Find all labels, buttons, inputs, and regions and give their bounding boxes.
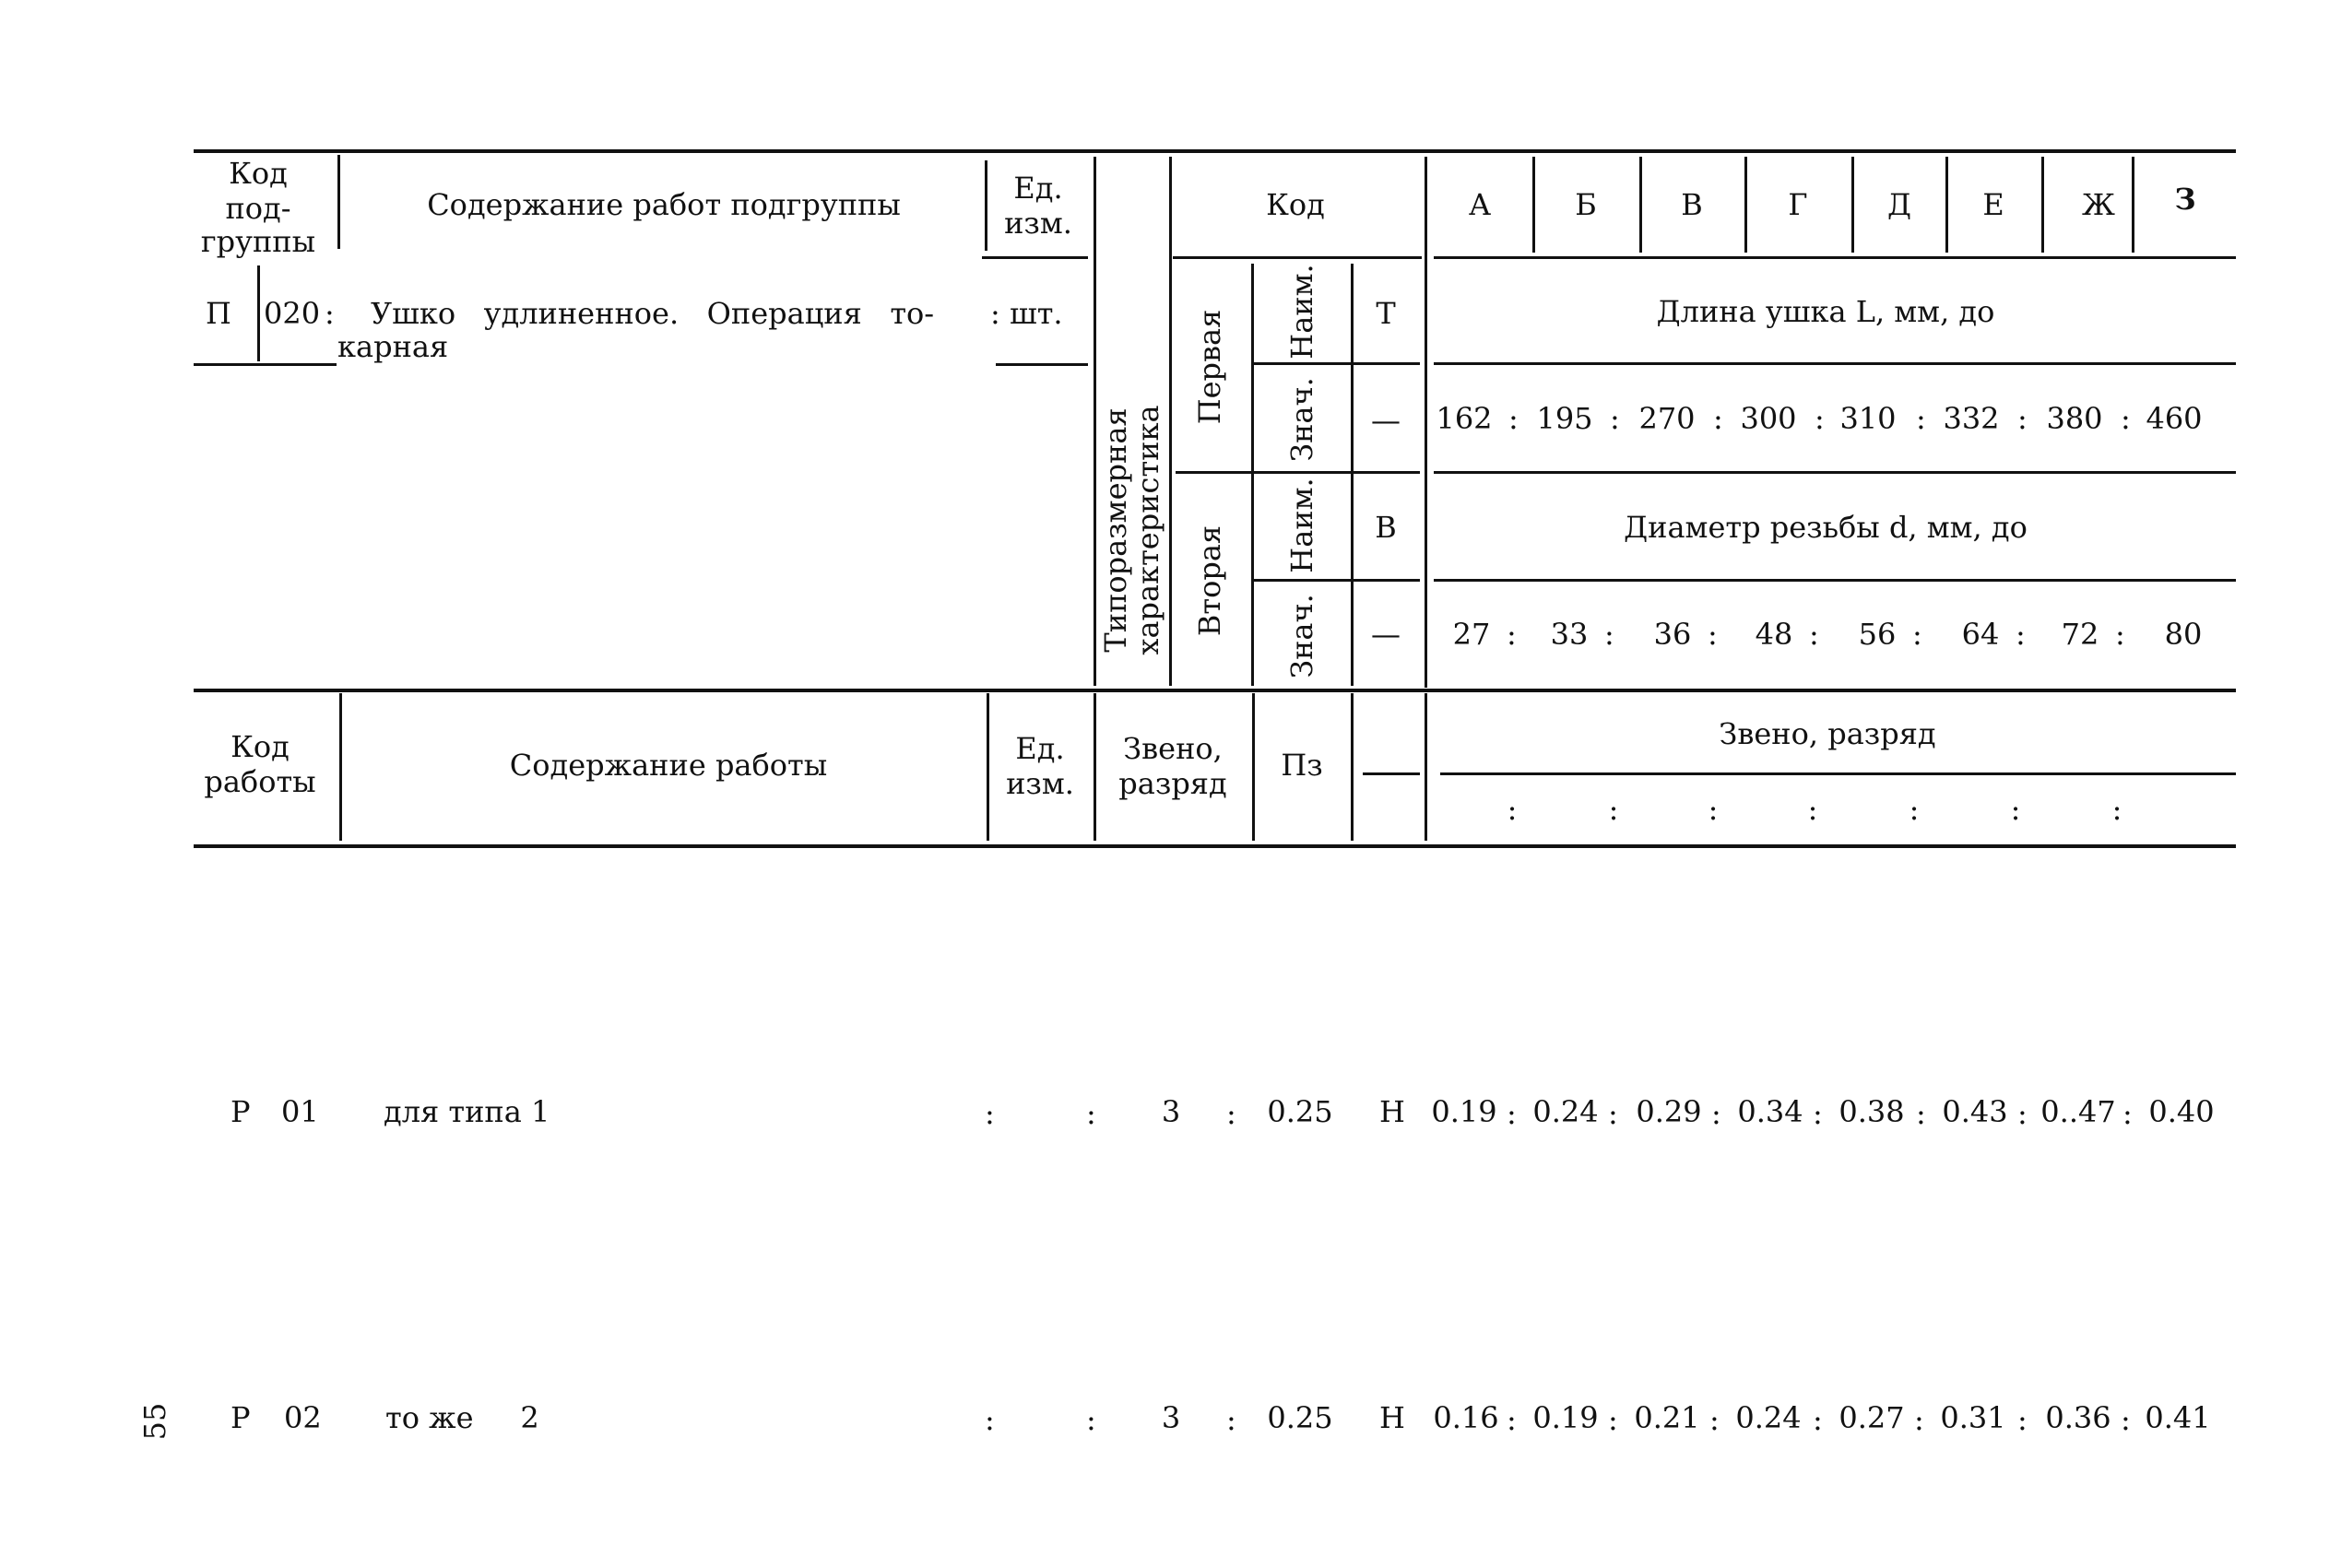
first-value-sep-4: :: [1815, 401, 1825, 436]
row2-vsep-5: :: [1914, 1402, 1924, 1437]
vline-col-3: [1744, 157, 1747, 253]
row1-sep3: :: [1226, 1096, 1236, 1131]
row2-vsep-3: :: [1709, 1402, 1720, 1437]
header2-colon-2: :: [1608, 792, 1619, 827]
row2-h: Н: [1379, 1400, 1405, 1435]
typesize-label-line2: характеристика: [1130, 405, 1165, 655]
first-second-rule-left: [1176, 471, 1420, 474]
second-value-zh: 72: [2061, 617, 2099, 652]
first-value-sep-3: :: [1713, 401, 1723, 436]
link-grade-header-line2: разряд: [1118, 766, 1227, 801]
vline2-content-unit: [987, 693, 989, 841]
row2-vsep-2: :: [1608, 1402, 1618, 1437]
row1-value-e: 0.43: [1942, 1094, 2008, 1129]
page-number: 55: [137, 1402, 172, 1441]
first-value-z: 460: [2146, 401, 2203, 436]
kod-bottom-rule: [1173, 256, 1422, 259]
header2-colon-5: :: [1909, 792, 1920, 827]
subgroup-title-line2: карная: [337, 329, 449, 364]
column-header-a: А: [1468, 187, 1492, 222]
first-value-sep-1: :: [1508, 401, 1519, 436]
vline-unit-typesize: [1094, 157, 1096, 686]
vline2-unit-link: [1094, 693, 1096, 841]
row2-sep1: :: [985, 1402, 995, 1437]
code-work-header-line1: Код: [231, 729, 290, 764]
row1-link: 3: [1161, 1094, 1181, 1129]
row2-vsep-1: :: [1507, 1402, 1517, 1437]
kod-header: Код: [1266, 187, 1325, 222]
second-value-sep-7: :: [2115, 617, 2125, 652]
first-value-a: 162: [1436, 401, 1493, 436]
header2-colon-6: :: [2010, 792, 2021, 827]
second-value-sep-6: :: [2016, 617, 2026, 652]
header1-bottom-rule-left: [982, 256, 1088, 259]
column-header-g: Г: [1788, 187, 1808, 222]
second-value-v: 36: [1653, 617, 1692, 652]
subgroup-title-line1: Ушко удлиненное. Операция то-: [371, 296, 935, 331]
row2-value-e: 0.31: [1940, 1400, 2006, 1435]
second-value-code: —: [1371, 617, 1401, 652]
row2-value-a: 0.16: [1433, 1400, 1499, 1435]
header2-colon-3: :: [1708, 792, 1719, 827]
code-subgroup-header-line1: Код: [229, 156, 288, 191]
row1-vsep-4: :: [1813, 1096, 1823, 1131]
vline-col-2: [1639, 157, 1642, 253]
second-value-e: 64: [1961, 617, 2000, 652]
vline-col-1: [1532, 157, 1535, 253]
row2-value-b: 0.19: [1532, 1400, 1599, 1435]
first-value-sep-6: :: [2017, 401, 2028, 436]
header2-top-rule: [194, 689, 2236, 692]
vline-col-4: [1851, 157, 1854, 253]
second-value-g: 48: [1755, 617, 1793, 652]
row1-value-a: 0.19: [1431, 1094, 1497, 1129]
row2-content: то же 2: [385, 1400, 539, 1435]
row2-code-number: 02: [284, 1400, 322, 1435]
subgroup-separator: :: [325, 296, 335, 331]
second-value-sep-1: :: [1507, 617, 1517, 652]
first-value-sep-7: :: [2121, 401, 2131, 436]
row2-sep3: :: [1226, 1402, 1236, 1437]
row1-vsep-6: :: [2017, 1096, 2028, 1131]
second-value-sep-4: :: [1809, 617, 1819, 652]
row2-vsep-7: :: [2121, 1402, 2131, 1437]
row1-vsep-2: :: [1608, 1096, 1618, 1131]
column-header-zh: Ж: [2082, 187, 2115, 222]
column-header-b: Б: [1575, 187, 1597, 222]
unit2-header-line1: Ед.: [1015, 731, 1065, 766]
second-value-sep-5: :: [1912, 617, 1922, 652]
header2-right-inner-rule: [1440, 772, 2236, 775]
row2-vsep-4: :: [1813, 1402, 1823, 1437]
vline2-dash-values: [1425, 693, 1427, 841]
row1-value-zh: 0..47: [2040, 1094, 2116, 1129]
row2-value-g: 0.24: [1735, 1400, 1802, 1435]
subgroup-unit-rule: [996, 363, 1088, 366]
code-subgroup-header-line2: под-: [225, 191, 291, 226]
unit-header-line1: Ед.: [1013, 171, 1063, 206]
second-name-rule: [1254, 579, 1420, 582]
row2-link: 3: [1161, 1400, 1181, 1435]
row1-vsep-7: :: [2122, 1096, 2133, 1131]
top-rule: [194, 149, 2236, 153]
header2-bottom-rule: [194, 844, 2236, 848]
row1-content: для типа 1: [384, 1094, 550, 1129]
unit2-header-line2: изм.: [1006, 766, 1074, 801]
second-name-label: Наим.: [1284, 477, 1319, 573]
first-value-zh: 380: [2046, 401, 2103, 436]
column-header-e: Е: [1982, 187, 2004, 222]
vline-subgroup-number: [257, 265, 260, 361]
row2-value-v: 0.21: [1634, 1400, 1700, 1435]
row1-h: Н: [1379, 1094, 1405, 1129]
first-name-label: Наим.: [1284, 264, 1319, 360]
row2-value-zh: 0.36: [2045, 1400, 2111, 1435]
typesize-label-line1: Типоразмерная: [1098, 407, 1133, 653]
pz-header: Пз: [1281, 748, 1323, 783]
second-label: Вторая: [1192, 525, 1227, 637]
vline-col-7: [2132, 157, 2134, 253]
first-name-rule: [1254, 362, 1420, 365]
row2-value-z: 0.41: [2145, 1400, 2211, 1435]
code-subgroup-header-line3: группы: [200, 224, 316, 259]
second-value-z: 80: [2164, 617, 2203, 652]
code-work-header-line2: работы: [204, 764, 316, 799]
vline-content-unit: [985, 160, 987, 251]
vline2-code-content: [339, 693, 342, 841]
content-work-header: Содержание работы: [509, 748, 828, 783]
first-value-sep-5: :: [1916, 401, 1926, 436]
subgroup-code-rule: [194, 363, 337, 366]
row1-value-v: 0.29: [1636, 1094, 1702, 1129]
vline-col-6: [2041, 157, 2044, 253]
row1-value-z: 0.40: [2148, 1094, 2215, 1129]
row1-vsep-5: :: [1916, 1096, 1926, 1131]
column-header-v: В: [1681, 187, 1703, 222]
second-title-rule: [1434, 579, 2236, 582]
first-title: Длина ушка L, мм, до: [1656, 294, 1995, 329]
row1-code-letter: Р: [231, 1094, 251, 1129]
first-value-label: Знач.: [1284, 377, 1319, 462]
first-value-d: 310: [1839, 401, 1897, 436]
vline-kod-values: [1425, 157, 1427, 688]
row1-value-b: 0.24: [1532, 1094, 1599, 1129]
link-grade-right-header: Звено, разряд: [1719, 716, 1936, 751]
vline2-pz-dash: [1351, 693, 1354, 841]
vline-col-5: [1945, 157, 1948, 253]
first-value-code: —: [1371, 403, 1401, 438]
subgroup-unit: : шт.: [990, 296, 1063, 331]
first-second-rule-right: [1434, 471, 2236, 474]
row2-sep2: :: [1086, 1402, 1096, 1437]
vline-code-subgroup: [337, 155, 340, 249]
first-value-g: 300: [1740, 401, 1797, 436]
first-label: Первая: [1192, 309, 1227, 425]
subgroup-letter: П: [206, 296, 231, 331]
second-value-a: 27: [1452, 617, 1491, 652]
row2-value-d: 0.27: [1839, 1400, 1905, 1435]
row2-pz: 0.25: [1267, 1400, 1333, 1435]
row1-sep1: :: [985, 1096, 995, 1131]
vline2-link-pz: [1252, 693, 1255, 841]
second-value-sep-2: :: [1604, 617, 1614, 652]
unit-header-line2: изм.: [1004, 206, 1072, 241]
subgroup-number: 020: [264, 296, 321, 331]
row1-value-g: 0.34: [1737, 1094, 1803, 1129]
row1-vsep-1: :: [1507, 1096, 1517, 1131]
second-value-b: 33: [1550, 617, 1589, 652]
first-value-b: 195: [1536, 401, 1593, 436]
row1-code-number: 01: [281, 1094, 319, 1129]
header2-colon-1: :: [1507, 792, 1518, 827]
row1-vsep-3: :: [1711, 1096, 1721, 1131]
row2-vsep-6: :: [2017, 1402, 2028, 1437]
second-name-code: В: [1375, 510, 1397, 545]
row1-pz: 0.25: [1267, 1094, 1333, 1129]
vline-typesize-kod: [1169, 157, 1172, 686]
header2-colon-4: :: [1807, 792, 1818, 827]
first-title-rule: [1434, 362, 2236, 365]
column-header-z: З: [2174, 182, 2196, 217]
row2-code-letter: Р: [231, 1400, 251, 1435]
column-header-d: Д: [1886, 187, 1912, 222]
first-value-v: 270: [1638, 401, 1696, 436]
link-grade-header-line1: Звено,: [1123, 731, 1223, 766]
second-value-d: 56: [1858, 617, 1897, 652]
second-value-label: Знач.: [1284, 594, 1319, 678]
vline-namevalue-code: [1351, 264, 1354, 686]
header1-bottom-rule-right: [1434, 256, 2236, 259]
second-value-sep-3: :: [1708, 617, 1718, 652]
row1-sep2: :: [1086, 1096, 1096, 1131]
first-value-e: 332: [1943, 401, 2000, 436]
first-value-sep-2: :: [1610, 401, 1620, 436]
content-subgroup-header: Содержание работ подгруппы: [427, 187, 901, 222]
row1-value-d: 0.38: [1839, 1094, 1905, 1129]
first-name-code: Т: [1376, 296, 1396, 331]
header2-colon-7: :: [2111, 792, 2122, 827]
header2-dash-rule: [1363, 772, 1420, 775]
vline-label-namevalue: [1251, 264, 1254, 686]
second-title: Диаметр резьбы d, мм, до: [1624, 510, 2028, 545]
